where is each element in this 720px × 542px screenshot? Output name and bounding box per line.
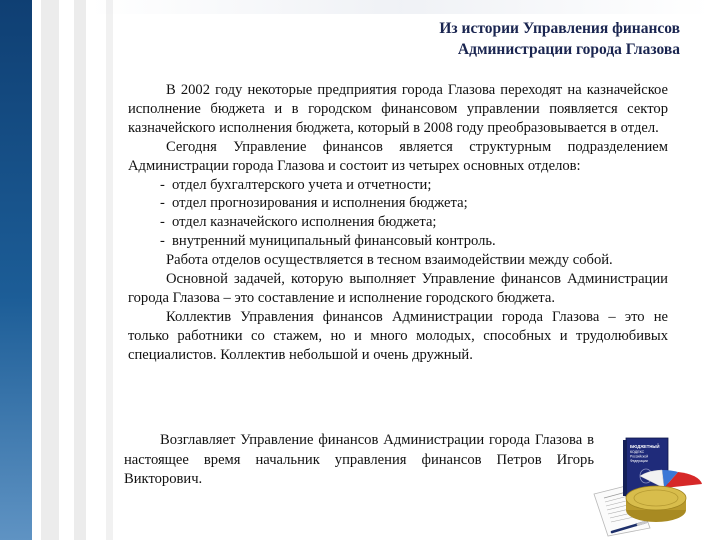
svg-text:Федерации: Федерации bbox=[630, 459, 648, 463]
list-item: - отдел прогнозирования и исполнения бюджета; bbox=[160, 194, 668, 213]
title-line-2: Администрации города Глазова bbox=[457, 41, 680, 58]
paragraph-main-task: Основной задачей, которую выполняет Управление финансов Администрации города Глазова – это составление и исполнение городского бюджета. bbox=[128, 271, 668, 306]
svg-text:БЮДЖЕТНЫЙ: БЮДЖЕТНЫЙ bbox=[630, 444, 660, 449]
paragraph-head: Возглавляет Управление финансов Администрации города Глазова в настоящее время начальник управления финансов Петров Игорь Викторович. bbox=[124, 432, 594, 487]
main-text bbox=[128, 81, 668, 365]
list-item: - внутренний муниципальный финансовый контроль. bbox=[160, 232, 668, 251]
illustration-svg bbox=[590, 432, 715, 537]
paragraph-cooperation: Работа отделов осуществляется в тесном взаимодействии между собой. bbox=[166, 252, 613, 269]
page-title bbox=[439, 18, 680, 60]
faded-header-band bbox=[90, 0, 710, 14]
svg-text:КОДЕКС: КОДЕКС bbox=[630, 450, 645, 454]
decorative-stripe bbox=[41, 0, 59, 540]
decorative-sidebar bbox=[0, 0, 32, 540]
paragraph-team: Коллектив Управления финансов Администрации города Глазова – это не только работники со стажем, но и много молодых, способных и трудолюбивых специалистов. Коллектив небольшой и очень дружный. bbox=[128, 308, 668, 363]
svg-text:Российской: Российской bbox=[630, 454, 649, 459]
budget-code-book-coin-chart-illustration bbox=[590, 432, 715, 537]
departments-list bbox=[128, 176, 668, 252]
coin-icon bbox=[626, 486, 686, 522]
list-item: - отдел казначейского исполнения бюджета; bbox=[160, 213, 668, 232]
decorative-stripe bbox=[74, 0, 86, 540]
paragraph-structure: Сегодня Управление финансов является структурным подразделением Администрации города Глазова и состоит из четырех основных отделов: bbox=[128, 138, 668, 174]
closing-text bbox=[124, 431, 594, 490]
list-item: - отдел бухгалтерского учета и отчетности; bbox=[160, 176, 668, 195]
decorative-stripe bbox=[106, 0, 113, 540]
title-line-1: Из истории Управления финансов bbox=[439, 20, 680, 37]
paragraph-history: В 2002 году некоторые предприятия города Глазова переходят на казначейское исполнение бюджета и в городском финансовом управлении появляется сектор казначейского исполнения бюджета, который в 2008 году преобразовывается в отдел. bbox=[128, 82, 668, 136]
